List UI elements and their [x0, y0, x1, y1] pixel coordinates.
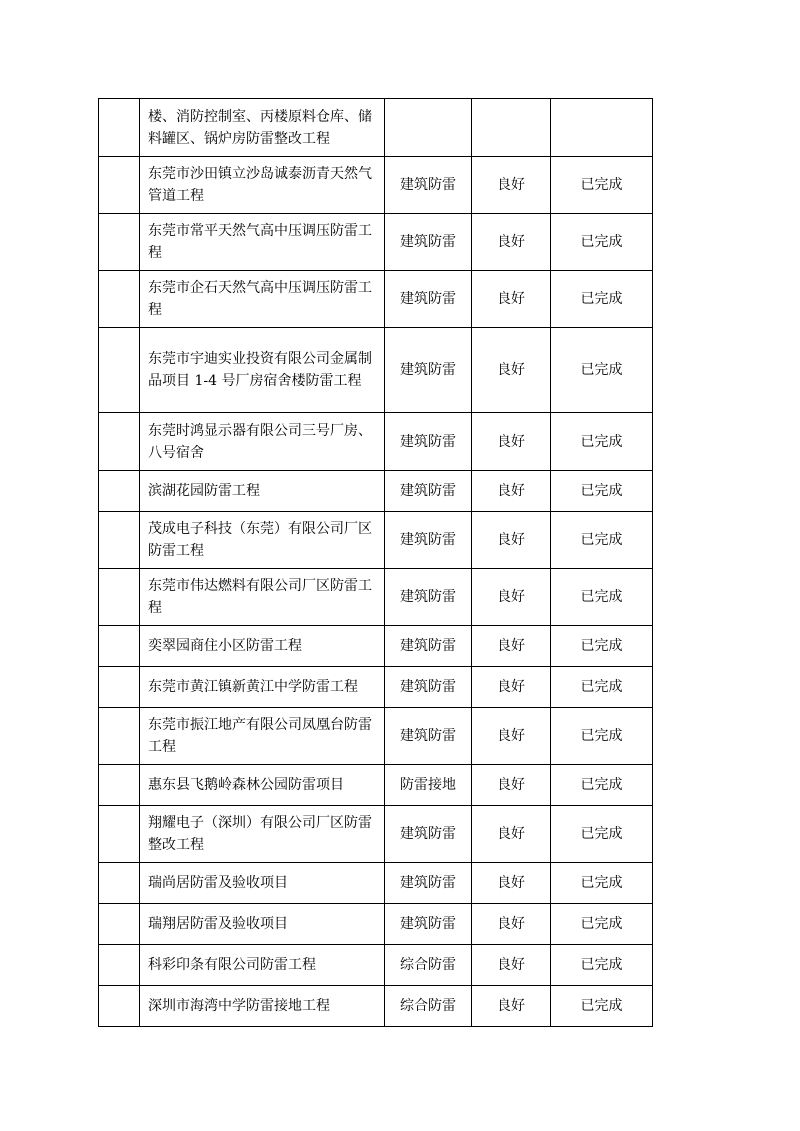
project-name-cell: 楼、消防控制室、丙楼原料仓库、储料罐区、锅炉房防雷整改工程 [140, 99, 385, 157]
status-cell: 已完成 [551, 512, 653, 569]
project-name-cell: 滨湖花园防雷工程 [140, 471, 385, 512]
status-cell [551, 99, 653, 157]
project-name-cell: 奕翠园商住小区防雷工程 [140, 626, 385, 667]
lightning-type-cell: 建筑防雷 [385, 157, 472, 214]
lightning-type-cell: 建筑防雷 [385, 214, 472, 271]
lightning-type-cell: 建筑防雷 [385, 904, 472, 945]
lightning-type-cell [385, 99, 472, 157]
row-index-cell [99, 413, 140, 471]
project-name-cell: 东莞市常平天然气高中压调压防雷工程 [140, 214, 385, 271]
quality-cell: 良好 [472, 471, 551, 512]
row-index-cell [99, 512, 140, 569]
quality-cell: 良好 [472, 806, 551, 863]
status-cell: 已完成 [551, 328, 653, 413]
status-cell: 已完成 [551, 945, 653, 986]
quality-cell: 良好 [472, 986, 551, 1027]
project-name-cell: 东莞市企石天然气高中压调压防雷工程 [140, 271, 385, 328]
lightning-type-cell: 建筑防雷 [385, 863, 472, 904]
quality-cell: 良好 [472, 863, 551, 904]
quality-cell: 良好 [472, 569, 551, 626]
project-name-cell: 东莞市伟达燃料有限公司厂区防雷工程 [140, 569, 385, 626]
row-index-cell [99, 471, 140, 512]
status-cell: 已完成 [551, 471, 653, 512]
row-index-cell [99, 945, 140, 986]
table-row [99, 708, 653, 765]
table-row [99, 945, 653, 986]
lightning-type-cell: 建筑防雷 [385, 708, 472, 765]
table-row [99, 471, 653, 512]
status-cell: 已完成 [551, 214, 653, 271]
quality-cell [472, 99, 551, 157]
project-table [98, 98, 653, 1027]
table-row [99, 765, 653, 806]
table-row [99, 271, 653, 328]
lightning-type-cell: 综合防雷 [385, 945, 472, 986]
table-row [99, 214, 653, 271]
quality-cell: 良好 [472, 214, 551, 271]
project-name-cell: 瑞尚居防雷及验收项目 [140, 863, 385, 904]
table-row [99, 569, 653, 626]
status-cell: 已完成 [551, 569, 653, 626]
lightning-type-cell: 建筑防雷 [385, 271, 472, 328]
row-index-cell [99, 157, 140, 214]
table-row [99, 904, 653, 945]
status-cell: 已完成 [551, 765, 653, 806]
project-name-cell: 东莞时鸿显示器有限公司三号厂房、八号宿舍 [140, 413, 385, 471]
row-index-cell [99, 708, 140, 765]
status-cell: 已完成 [551, 271, 653, 328]
table-row [99, 512, 653, 569]
lightning-type-cell: 建筑防雷 [385, 667, 472, 708]
project-name-cell: 东莞市黄江镇新黄江中学防雷工程 [140, 667, 385, 708]
lightning-type-cell: 建筑防雷 [385, 328, 472, 413]
table-row [99, 806, 653, 863]
lightning-type-cell: 防雷接地 [385, 765, 472, 806]
table-row [99, 413, 653, 471]
lightning-type-cell: 建筑防雷 [385, 569, 472, 626]
row-index-cell [99, 214, 140, 271]
table-row [99, 863, 653, 904]
status-cell: 已完成 [551, 157, 653, 214]
status-cell: 已完成 [551, 806, 653, 863]
row-index-cell [99, 271, 140, 328]
table-row [99, 667, 653, 708]
lightning-type-cell: 建筑防雷 [385, 471, 472, 512]
quality-cell: 良好 [472, 904, 551, 945]
quality-cell: 良好 [472, 667, 551, 708]
lightning-type-cell: 建筑防雷 [385, 512, 472, 569]
status-cell: 已完成 [551, 667, 653, 708]
status-cell: 已完成 [551, 626, 653, 667]
row-index-cell [99, 626, 140, 667]
row-index-cell [99, 863, 140, 904]
table-row [99, 328, 653, 413]
table-row [99, 626, 653, 667]
lightning-type-cell: 建筑防雷 [385, 626, 472, 667]
quality-cell: 良好 [472, 626, 551, 667]
lightning-type-cell: 综合防雷 [385, 986, 472, 1027]
project-name-cell: 东莞市沙田镇立沙岛诚泰沥青天然气管道工程 [140, 157, 385, 214]
quality-cell: 良好 [472, 271, 551, 328]
quality-cell: 良好 [472, 157, 551, 214]
status-cell: 已完成 [551, 708, 653, 765]
project-table-body [99, 99, 653, 1027]
row-index-cell [99, 667, 140, 708]
status-cell: 已完成 [551, 863, 653, 904]
row-index-cell [99, 806, 140, 863]
project-name-cell: 瑞翔居防雷及验收项目 [140, 904, 385, 945]
row-index-cell [99, 904, 140, 945]
table-row [99, 157, 653, 214]
project-name-cell: 惠东县飞鹅岭森林公园防雷项目 [140, 765, 385, 806]
table-row [99, 99, 653, 157]
quality-cell: 良好 [472, 512, 551, 569]
lightning-type-cell: 建筑防雷 [385, 806, 472, 863]
project-name-cell: 翔耀电子（深圳）有限公司厂区防雷整改工程 [140, 806, 385, 863]
row-index-cell [99, 569, 140, 626]
status-cell: 已完成 [551, 904, 653, 945]
row-index-cell [99, 986, 140, 1027]
row-index-cell [99, 328, 140, 413]
row-index-cell [99, 765, 140, 806]
project-name-cell: 东莞市振江地产有限公司凤凰台防雷工程 [140, 708, 385, 765]
project-name-cell: 东莞市宇迪实业投资有限公司金属制品项目 1-4 号厂房宿舍楼防雷工程 [140, 328, 385, 413]
project-name-cell: 科彩印条有限公司防雷工程 [140, 945, 385, 986]
status-cell: 已完成 [551, 413, 653, 471]
project-name-cell: 茂成电子科技（东莞）有限公司厂区防雷工程 [140, 512, 385, 569]
quality-cell: 良好 [472, 708, 551, 765]
project-name-cell: 深圳市海湾中学防雷接地工程 [140, 986, 385, 1027]
status-cell: 已完成 [551, 986, 653, 1027]
quality-cell: 良好 [472, 328, 551, 413]
row-index-cell [99, 99, 140, 157]
quality-cell: 良好 [472, 945, 551, 986]
quality-cell: 良好 [472, 413, 551, 471]
lightning-type-cell: 建筑防雷 [385, 413, 472, 471]
quality-cell: 良好 [472, 765, 551, 806]
table-row [99, 986, 653, 1027]
